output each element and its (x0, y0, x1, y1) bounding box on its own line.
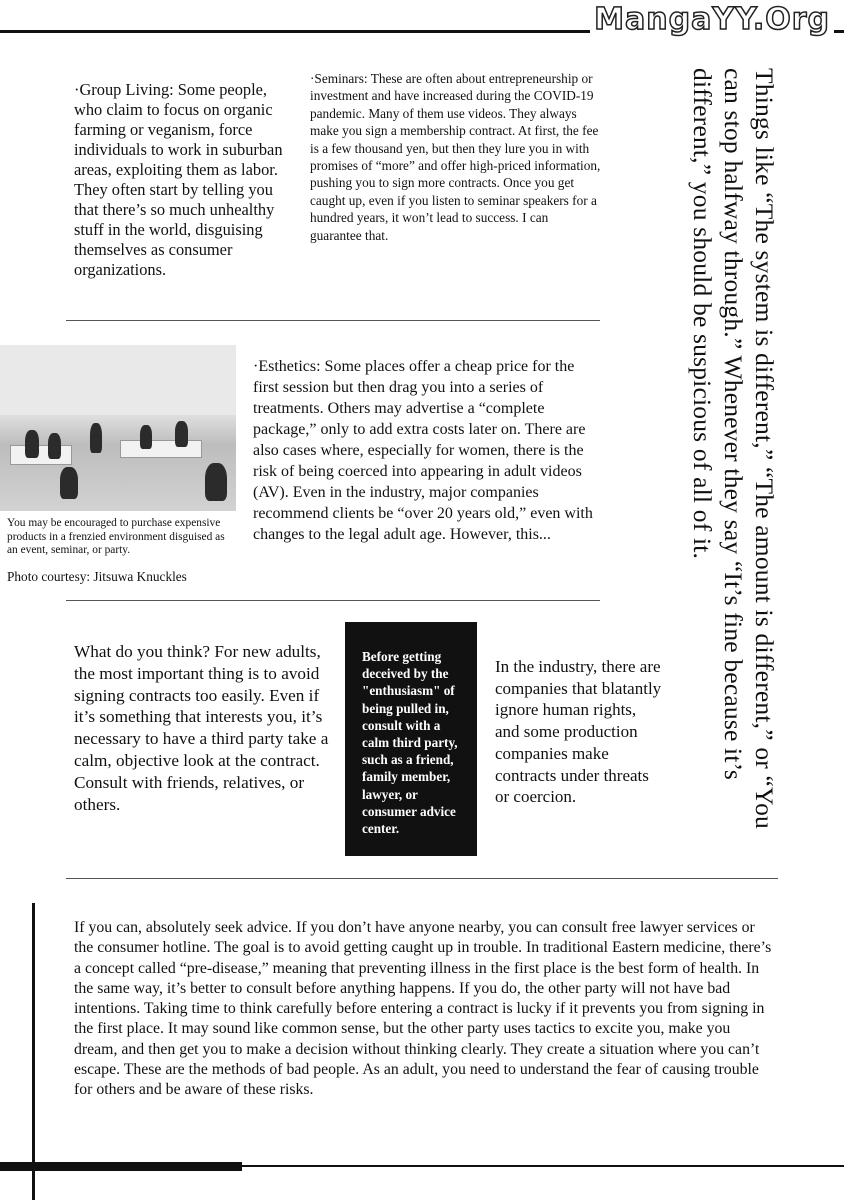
section-divider (66, 600, 600, 601)
bottom-rule-thick (0, 1162, 242, 1171)
group-living-paragraph: ·Group Living: Some people, who claim to focus on organic farming or veganism, force individuals to work in suburban areas, exploiting them as labor. They often start by telling you that there’s so much unhealthy stuff in the world, disguising themselves as consumer organizations. (74, 80, 283, 279)
photo-caption: You may be encouraged to purchase expensive products in a frenzied environment disguised as an event, seminar, or party. (7, 517, 225, 556)
bottom-rule-thin (242, 1165, 844, 1167)
section-divider (66, 878, 778, 879)
event-photo (0, 345, 236, 511)
section-divider (66, 320, 600, 321)
photo-credit: Photo courtesy: Jitsuwa Knuckles (7, 569, 187, 584)
watermark-logo: MangaYY.Org (590, 2, 834, 37)
bottom-paragraph: If you can, absolutely seek advice. If you don’t have anyone nearby, you can consult free lawyer services or the consumer hotline. The goal is to avoid getting caught up in trouble. In traditional Eastern medicine, there’s a concept called “pre-disease,” meaning that preventing illness in the first place is the best form of health. In the same way, it’s better to consult before anything happens. If you do, the other party will not have bad intentions. Taking time to think carefully before entering a contract is lucky if it prevents you from signing in the first place. It may sound like common sense, but the other party uses tactics to excite you, make you dream, and then get you to make a decision without thinking clearly. They create a situation where you can’t escape. These are the methods of bad people. As an adult, you need to understand the fear of causing trouble for others and be aware of these risks. (74, 919, 772, 1099)
left-accent-bar (32, 903, 35, 1200)
what-do-you-think-paragraph: What do you think? For new adults, the most important thing is to avoid signing contracts too easily. Even if it’s something that interests you, it’s necessary to have a third party take a calm, objective look at the contract. Consult with friends, relatives, or others. (74, 642, 329, 814)
vertical-pull-quote: Things like “The system is different,” “The amount is different,” or “You can stop halfway through.” Whenever they say “It’s fine because it’s different,” you should be suspicious of all of it. (688, 68, 779, 830)
esthetics-paragraph: ·Esthetics: Some places offer a cheap price for the first session but then drag you into a series of treatments. Others may advertise a “complete package,” only to add extra costs later on. There are also cases where, especially for women, there is the risk of being coerced into appearing in adult videos (AV). Even in the industry, major companies recommend clients be “over 20 years old,” even with changes to the legal adult age. However, this... (253, 358, 593, 543)
industry-paragraph: In the industry, there are companies that blatantly ignore human rights, and some production companies make contracts under threats or coercion. (495, 657, 662, 807)
seminars-paragraph: ·Seminars: These are often about entrepreneurship or investment and have increased during the COVID-19 pandemic. Many of them use videos. They always make you sign a membership contract. At first, the fee is a few thousand yen, but then they lure you in with promises of “more” and offer high-priced information, pushing you to sign more contracts. Once you get caught up, even if you listen to seminar speakers for a hundred years, it won’t lead to success. I can guarantee that. (310, 71, 601, 243)
callout-box: Before getting deceived by the "enthusiasm" of being pulled in, consult with a calm third party, such as a friend, family member, lawyer, or consumer advice center. (345, 622, 477, 856)
